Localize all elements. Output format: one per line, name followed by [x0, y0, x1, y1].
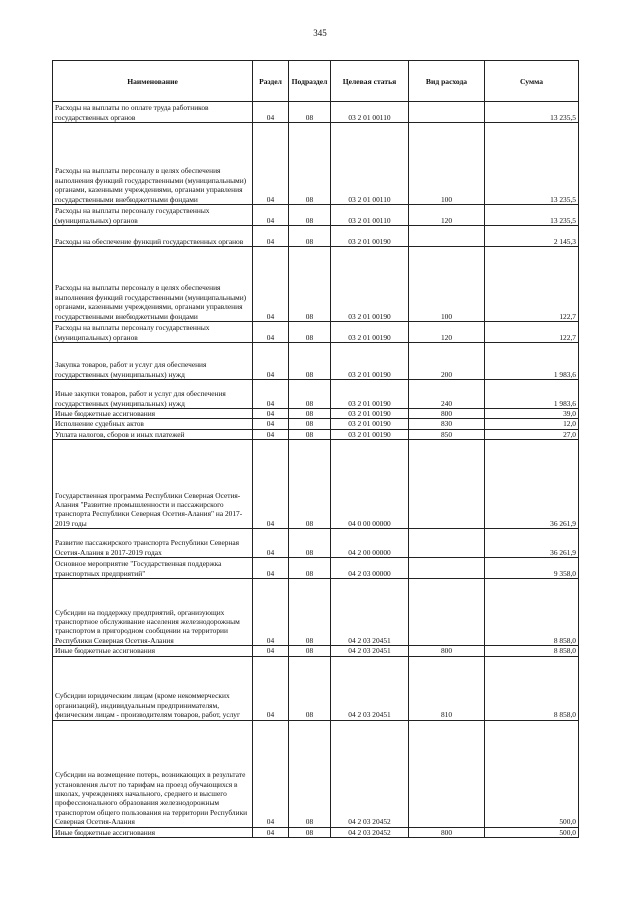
- row-razdel-cell: 04: [253, 343, 289, 380]
- row-statya-cell: 03 2 01 00190: [331, 322, 409, 343]
- row-podrazdel-cell: 08: [289, 102, 331, 123]
- row-summa-cell: 8 858,0: [485, 646, 579, 656]
- row-vid-cell: [409, 529, 485, 558]
- row-razdel-cell: 04: [253, 529, 289, 558]
- row-podrazdel-cell: 08: [289, 380, 331, 409]
- row-name-cell: Иные бюджетные ассигнования: [53, 827, 253, 837]
- row-statya-cell: 03 2 01 00110: [331, 123, 409, 205]
- row-podrazdel-cell: 08: [289, 322, 331, 343]
- row-razdel-cell: 04: [253, 827, 289, 837]
- row-name-cell: Расходы на выплаты персоналу государственных (муниципальных) органов: [53, 322, 253, 343]
- row-podrazdel-cell: 08: [289, 529, 331, 558]
- row-vid-cell: [409, 102, 485, 123]
- row-vid-cell: 850: [409, 429, 485, 439]
- row-name-cell: Расходы на обеспечение функций государственных органов: [53, 226, 253, 247]
- row-razdel-cell: 04: [253, 720, 289, 827]
- row-name-cell: Иные бюджетные ассигнования: [53, 646, 253, 656]
- row-summa-cell: 1 983,6: [485, 380, 579, 409]
- column-header-statya: Целевая статья: [331, 61, 409, 102]
- row-razdel-cell: 04: [253, 409, 289, 419]
- row-name-cell: Государственная программа Республики Северная Осетия-Алания "Развитие промышленности и пассажирского транспорта Республики Северная Осетия-Алания" на 2017-2019 годы: [53, 440, 253, 529]
- row-summa-cell: 13 235,5: [485, 205, 579, 226]
- row-vid-cell: [409, 558, 485, 579]
- row-statya-cell: 03 2 01 00190: [331, 247, 409, 322]
- row-podrazdel-cell: 08: [289, 226, 331, 247]
- row-summa-cell: 36 261,9: [485, 440, 579, 529]
- row-statya-cell: 03 2 01 00190: [331, 380, 409, 409]
- table-row: [53, 409, 579, 419]
- table-body: [53, 102, 579, 838]
- row-name-cell: Расходы на выплаты персоналу государственных (муниципальных) органов: [53, 205, 253, 226]
- table-row: [53, 380, 579, 409]
- row-podrazdel-cell: 08: [289, 343, 331, 380]
- row-vid-cell: 830: [409, 419, 485, 429]
- column-header-podrazdel: Подраздел: [289, 61, 331, 102]
- row-name-cell: Исполнение судебных актов: [53, 419, 253, 429]
- row-name-cell: Основное мероприятие "Государственная поддержка транспортных предприятий": [53, 558, 253, 579]
- row-podrazdel-cell: 08: [289, 646, 331, 656]
- row-podrazdel-cell: 08: [289, 247, 331, 322]
- table-row: [53, 440, 579, 529]
- row-statya-cell: 03 2 01 00190: [331, 429, 409, 439]
- row-razdel-cell: 04: [253, 226, 289, 247]
- table-row: [53, 579, 579, 646]
- row-vid-cell: 800: [409, 646, 485, 656]
- budget-table: [52, 60, 579, 838]
- row-name-cell: Иные закупки товаров, работ и услуг для обеспечения государственных (муниципальных) нужд: [53, 380, 253, 409]
- row-summa-cell: 13 235,5: [485, 123, 579, 205]
- table-row: [53, 656, 579, 720]
- row-name-cell: Уплата налогов, сборов и иных платежей: [53, 429, 253, 439]
- table-row: [53, 558, 579, 579]
- row-vid-cell: 800: [409, 827, 485, 837]
- row-name-cell: Развитие пассажирского транспорта Республики Северная Осетия-Алания в 2017-2019 годах: [53, 529, 253, 558]
- row-summa-cell: 13 235,5: [485, 102, 579, 123]
- row-razdel-cell: 04: [253, 380, 289, 409]
- row-podrazdel-cell: 08: [289, 440, 331, 529]
- row-summa-cell: 122,7: [485, 322, 579, 343]
- table-row: [53, 343, 579, 380]
- row-podrazdel-cell: 08: [289, 205, 331, 226]
- row-vid-cell: 120: [409, 205, 485, 226]
- row-name-cell: Субсидии на возмещение потерь, возникающих в результате установления льгот по тарифам на проезд обучающихся в школах, учреждениях начального, среднего и высшего профессионального образования железнодорожным транспортом общего пользования на территории Республики Северная Осетия-Алания: [53, 720, 253, 827]
- row-name-cell: Субсидии юридическим лицам (кроме некоммерческих организаций), индивидуальным предпринимателям, физическим лицам - производителям товаров, работ, услуг: [53, 656, 253, 720]
- table-row: [53, 226, 579, 247]
- row-statya-cell: 04 2 03 20452: [331, 720, 409, 827]
- table-row: [53, 646, 579, 656]
- row-razdel-cell: 04: [253, 123, 289, 205]
- row-vid-cell: 100: [409, 247, 485, 322]
- row-summa-cell: 9 358,0: [485, 558, 579, 579]
- table-row: [53, 720, 579, 827]
- row-statya-cell: 03 2 01 00190: [331, 419, 409, 429]
- row-name-cell: Расходы на выплаты персоналу в целях обеспечения выполнения функций государственными (муниципальными) органами, казенными учреждениями, органами управления государственными внебюджетными фондами: [53, 123, 253, 205]
- table-row: [53, 102, 579, 123]
- row-statya-cell: 04 2 03 00000: [331, 558, 409, 579]
- row-name-cell: Расходы на выплаты персоналу в целях обеспечения выполнения функций государственными (муниципальными) органами, казенными учреждениями, органами управления государственными внебюджетными фондами: [53, 247, 253, 322]
- row-vid-cell: [409, 226, 485, 247]
- row-summa-cell: 27,0: [485, 429, 579, 439]
- page-number: 345: [313, 28, 327, 38]
- row-podrazdel-cell: 08: [289, 429, 331, 439]
- row-podrazdel-cell: 08: [289, 419, 331, 429]
- row-vid-cell: 120: [409, 322, 485, 343]
- row-razdel-cell: 04: [253, 579, 289, 646]
- row-summa-cell: 8 858,0: [485, 656, 579, 720]
- row-statya-cell: 03 2 01 00190: [331, 226, 409, 247]
- column-header-vid: Вид расхода: [409, 61, 485, 102]
- row-summa-cell: 39,0: [485, 409, 579, 419]
- row-statya-cell: 03 2 01 00190: [331, 409, 409, 419]
- row-summa-cell: 2 145,3: [485, 226, 579, 247]
- row-summa-cell: 12,0: [485, 419, 579, 429]
- row-summa-cell: 500,0: [485, 720, 579, 827]
- table-row: [53, 205, 579, 226]
- table-row: [53, 529, 579, 558]
- row-podrazdel-cell: 08: [289, 123, 331, 205]
- row-razdel-cell: 04: [253, 646, 289, 656]
- row-podrazdel-cell: 08: [289, 827, 331, 837]
- row-podrazdel-cell: 08: [289, 579, 331, 646]
- row-name-cell: Расходы на выплаты по оплате труда работников государственных органов: [53, 102, 253, 123]
- row-statya-cell: 04 0 00 00000: [331, 440, 409, 529]
- row-podrazdel-cell: 08: [289, 558, 331, 579]
- table-row: [53, 123, 579, 205]
- row-podrazdel-cell: 08: [289, 656, 331, 720]
- row-razdel-cell: 04: [253, 322, 289, 343]
- row-statya-cell: 04 2 00 00000: [331, 529, 409, 558]
- row-razdel-cell: 04: [253, 558, 289, 579]
- table-header-row: [53, 61, 579, 102]
- row-vid-cell: [409, 720, 485, 827]
- row-vid-cell: 200: [409, 343, 485, 380]
- row-razdel-cell: 04: [253, 102, 289, 123]
- row-statya-cell: 04 2 03 20451: [331, 579, 409, 646]
- row-razdel-cell: 04: [253, 429, 289, 439]
- row-name-cell: Иные бюджетные ассигнования: [53, 409, 253, 419]
- row-statya-cell: 04 2 03 20451: [331, 656, 409, 720]
- row-vid-cell: 800: [409, 409, 485, 419]
- row-summa-cell: 500,0: [485, 827, 579, 837]
- row-statya-cell: 03 2 01 00110: [331, 102, 409, 123]
- table-row: [53, 247, 579, 322]
- row-summa-cell: 1 983,6: [485, 343, 579, 380]
- row-summa-cell: 36 261,9: [485, 529, 579, 558]
- row-summa-cell: 8 858,0: [485, 579, 579, 646]
- row-vid-cell: [409, 579, 485, 646]
- row-razdel-cell: 04: [253, 247, 289, 322]
- row-razdel-cell: 04: [253, 419, 289, 429]
- row-statya-cell: 03 2 01 00110: [331, 205, 409, 226]
- row-razdel-cell: 04: [253, 205, 289, 226]
- row-summa-cell: 122,7: [485, 247, 579, 322]
- row-razdel-cell: 04: [253, 656, 289, 720]
- row-statya-cell: 04 2 03 20451: [331, 646, 409, 656]
- row-vid-cell: 100: [409, 123, 485, 205]
- row-vid-cell: 240: [409, 380, 485, 409]
- table-row: [53, 429, 579, 439]
- column-header-name: Наименование: [53, 61, 253, 102]
- column-header-summa: Сумма: [485, 61, 579, 102]
- column-header-razdel: Раздел: [253, 61, 289, 102]
- row-statya-cell: 04 2 03 20452: [331, 827, 409, 837]
- row-razdel-cell: 04: [253, 440, 289, 529]
- row-name-cell: Субсидии на поддержку предприятий, организующих транспортное обслуживание населения железнодорожным транспортом в пригородном сообщении на территории Республики Северная Осетия-Алания: [53, 579, 253, 646]
- row-podrazdel-cell: 08: [289, 409, 331, 419]
- row-vid-cell: [409, 440, 485, 529]
- table-row: [53, 419, 579, 429]
- row-podrazdel-cell: 08: [289, 720, 331, 827]
- table-row: [53, 322, 579, 343]
- row-name-cell: Закупка товаров, работ и услуг для обеспечения государственных (муниципальных) нужд: [53, 343, 253, 380]
- row-statya-cell: 03 2 01 00190: [331, 343, 409, 380]
- row-vid-cell: 810: [409, 656, 485, 720]
- table-row: [53, 827, 579, 837]
